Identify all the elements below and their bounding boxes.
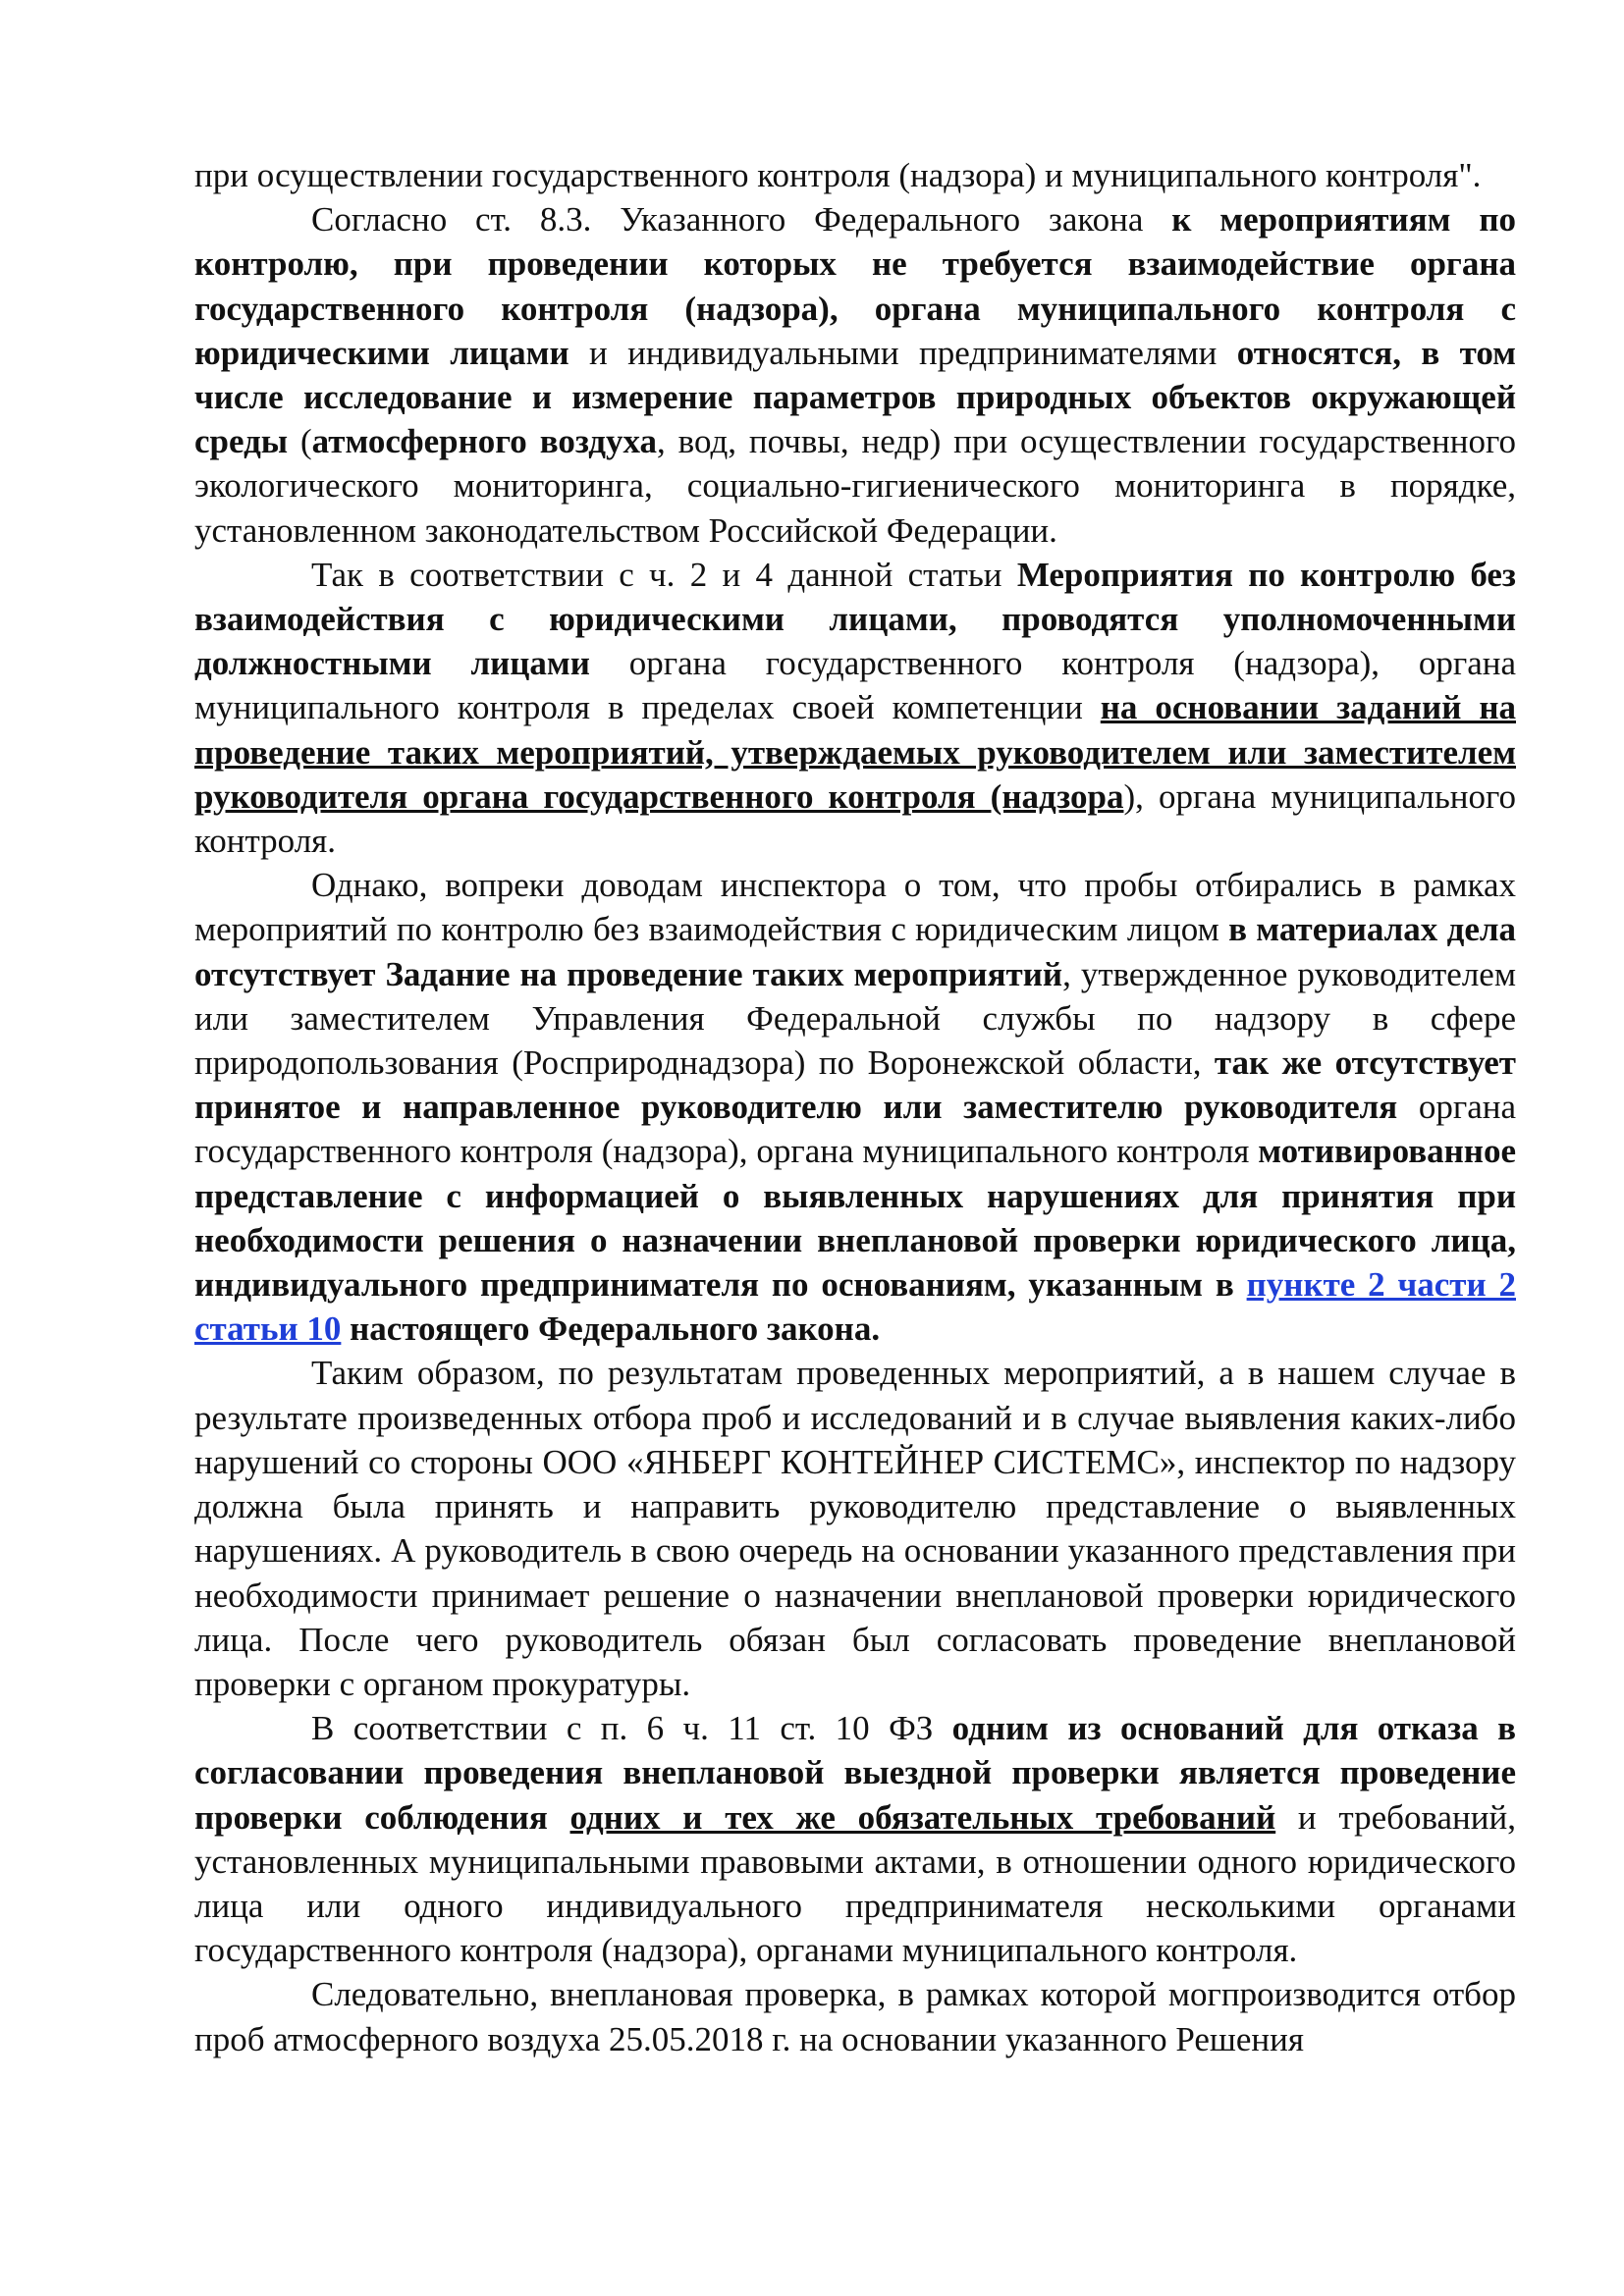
paragraph-5 [194,1351,1516,1706]
p7-text: Следовательно, внеплановая проверка, в рамках которой могпроизводится отбор проб атмосферного воздуха 25.05.2018 г. на основании указанного Решения [194,1975,1516,2058]
p3-text-3: ), органа муниципального контроля. [194,776,1516,861]
p3-text-2: органа государственного контроля (надзора), органа муниципального контроля в пределах своей компетенции [194,644,1516,727]
p3-bold-1: Мероприятия по контролю без взаимодействия с юридическими лицами, проводятся уполномоченными должностными лицами [194,555,1516,683]
p4-text-2: , утвержденное руководителем или заместителем Управления Федеральной службы по надзору в сфере природопользования (Росприроднадзора) по Воронежской области, [194,954,1516,1083]
p3-text-1: Так в соответствии с ч. 2 и 4 данной статьи [311,555,1017,594]
p2-text-2: и индивидуальными предпринимателями [568,333,1237,372]
p4-text-3: органа государственного контроля (надзора), органа муниципального контроля [194,1088,1516,1171]
p3-bold-underlined: на основании заданий на проведение таких мероприятий, утверждаемых руководителем или заместителем руководителя органа государственного контроля (надзора [194,688,1516,816]
p4-text-1: Однако, вопреки доводам инспектора о том, что пробы отбирались в рамках мероприятий по контролю без взаимодействия с юридическим лицом [194,866,1516,949]
p6-bold-1: одним из оснований для отказа в согласовании проведения внеплановой выездной проверки является проведение проверки соблюдения [194,1709,1516,1837]
paragraph-2 [194,197,1516,553]
p1-text: при осуществлении государственного контроля (надзора) и муниципального контроля". [194,156,1482,194]
paragraph-4 [194,863,1516,1351]
p2-bold-1: к мероприятиям по контролю, при проведении которых не требуется взаимодействие органа государственного контроля (надзора), органа муниципального контроля с юридическими лицами [194,200,1516,372]
paragraph-7 [194,1972,1516,2060]
p2-text-3: ( [288,422,312,461]
law-article-link[interactable]: пункте 2 части 2 статьи 10 [194,1265,1516,1349]
p2-bold-2: относятся, в том числе исследование и измерение параметров природных объектов окружающей среды [194,333,1517,461]
p4-bold-4: настоящего Федерального закона. [341,1309,881,1349]
paragraph-1 [194,153,1516,197]
p2-bold-3: атмосферного воздуха [311,422,658,461]
p6-text-1: В соответствии с п. 6 ч. 11 ст. 10 ФЗ [311,1709,952,1748]
p4-bold-3: мотивированное представление с информацией о выявленных нарушениях для принятия при необходимости решения о назначении внеплановой проверки юридического лица, индивидуального предпринимателя по основаниям, указанным в [194,1132,1516,1305]
p6-bold-underlined: одних и тех же обязательных требований [569,1797,1276,1837]
document-page [194,153,1516,2061]
paragraph-3 [194,553,1516,863]
p4-bold-1: в материалах дела отсутствует Задание на проведение таких мероприятий [194,910,1516,993]
paragraph-6 [194,1706,1516,1972]
p5-text: Таким образом, по результатам проведенных мероприятий, а в нашем случае в результате произведенных отбора проб и исследований и в случае выявления каких-либо нарушений со стороны ООО «ЯНБЕРГ КОНТЕЙНЕР СИСТЕМС», инспектор по надзору должна была принять и направить руководителю представление о выявленных нарушениях. А руководитель в свою очередь на основании указанного представления при необходимости принимает решение о назначении внеплановой проверки юридического лица. После чего руководитель обязан был согласовать проведение внеплановой проверки с органом прокуратуры. [194,1354,1516,1703]
p2-text-1: Согласно ст. 8.3. Указанного Федерального закона [311,200,1172,240]
p6-text-2: и требований, установленных муниципальными правовыми актами, в отношении одного юридического лица или одного индивидуального предпринимателя несколькими органами государственного контроля (надзора), органами муниципального контроля. [194,1797,1517,1970]
p2-text-4: , вод, почвы, недр) при осуществлении государственного экологического мониторинга, социально-гигиенического мониторинга в порядке, установленном законодательством Российской Федерации. [194,422,1516,550]
p4-bold-2: так же отсутствует принятое и направленное руководителю или заместителю руководителя [194,1043,1517,1127]
